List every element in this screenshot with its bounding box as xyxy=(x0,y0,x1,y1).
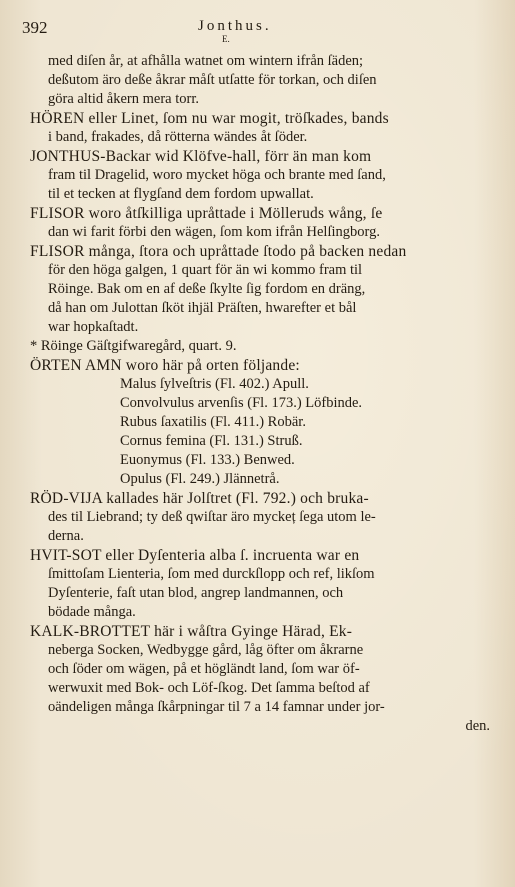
entry-heading-line: FLISOR woro åtſkilliga upråttade i Mölleruds wång, ſe xyxy=(30,205,383,222)
text-line: dan wi farit förbi den wägen, ſom kom ifrån Helſingborg. xyxy=(48,224,380,240)
text-line: med diſen år, at afhålla watnet om wintern ifrån ſäden; xyxy=(48,53,364,69)
plant-line: Cornus femina (Fl. 131.) Struß. xyxy=(120,433,303,449)
text-line: derna. xyxy=(48,528,84,544)
signature-mark: E. xyxy=(222,34,230,44)
entry-heading-line: FLISOR många, ſtora och upråttade ſtodo på backen nedan xyxy=(30,243,407,260)
text-line: ſmittoſam Lienteria, ſom med durckſlopp och ref, likſom xyxy=(48,566,375,582)
plant-line: Opulus (Fl. 249.) Jlännetrå. xyxy=(120,471,280,487)
entry-heading-line: RÖD-VIJA kallades här Jolſtret (Fl. 792.) och bruka- xyxy=(30,490,369,507)
plant-line: Convolvulus arvenſis (Fl. 173.) Löfbinde. xyxy=(120,395,363,411)
text-line: Dyſenterie, faſt utan blod, angrep landmannen, och xyxy=(48,585,344,601)
entry-heading-line: ÖRTEN AMN woro här på orten följande: xyxy=(30,357,300,374)
plant-line: Malus ſylveſtris (Fl. 402.) Apull. xyxy=(120,376,309,392)
text-line: deßutom äro deße åkrar måſt utſatte för torkan, och diſen xyxy=(48,72,377,88)
text-line: bödade många. xyxy=(48,604,136,620)
entry-heading-line: KALK-BROTTET här i wåſtra Gyinge Härad, Ek- xyxy=(30,623,353,640)
text-line: fram til Dragelid, woro mycket höga och brante med ſand, xyxy=(48,167,386,183)
text-line: då han om Julottan ſköt ihjäl Präſten, hwarefter et bål xyxy=(48,300,357,316)
entry-heading-line: JONTHUS-Backar wid Klöfve-hall, förr än man kom xyxy=(30,148,372,165)
page-number: 392 xyxy=(22,18,48,37)
text-line: war hopkaſtadt. xyxy=(48,319,139,335)
text-line: Röinge. Bak om en af deße ſkylte ſig fordom en dräng, xyxy=(48,281,366,297)
running-title: Jonthus. xyxy=(198,18,272,34)
plant-line: Euonymus (Fl. 133.) Benwed. xyxy=(120,452,295,468)
text-line: des til Liebrand; ty deß qwiſtar äro myckeț ſega utom le- xyxy=(48,509,376,525)
entry-heading-line: HVIT-SOT eller Dyſenteria alba ſ. incruenta war en xyxy=(30,547,360,564)
text-line: werwuxit med Bok- och Löf-ſkog. Det ſamma beſtod af xyxy=(48,680,370,696)
text-line: til et tecken at flygſand dem fordom upwallat. xyxy=(48,186,314,202)
text-line: den. xyxy=(465,718,490,734)
asterisk-line: * Röinge Gäſtgifwaregård, quart. 9. xyxy=(30,338,237,354)
text-line: neberga Socken, Wedbygge gård, låg öfter om åkrarne xyxy=(48,642,364,658)
entry-heading-line: HÖREN eller Linet, ſom nu war mogit, tröſkades, bands xyxy=(30,110,389,127)
text-line: i band, frakades, då rötterna wändes åt ſöder. xyxy=(48,129,308,145)
text-line: göra altid åkern mera torr. xyxy=(48,91,199,107)
text-line: oändeligen många ſkårpningar til 7 a 14 famnar under jor- xyxy=(48,699,385,715)
plant-line: Rubus ſaxatilis (Fl. 411.) Robär. xyxy=(120,414,306,430)
text-line: för den höga galgen, 1 quart för än wi kommo fram til xyxy=(48,262,363,278)
text-line: och ſöder om wägen, på et högländt land, ſom war öf- xyxy=(48,661,360,677)
running-head xyxy=(22,18,492,44)
body-text xyxy=(30,52,490,736)
